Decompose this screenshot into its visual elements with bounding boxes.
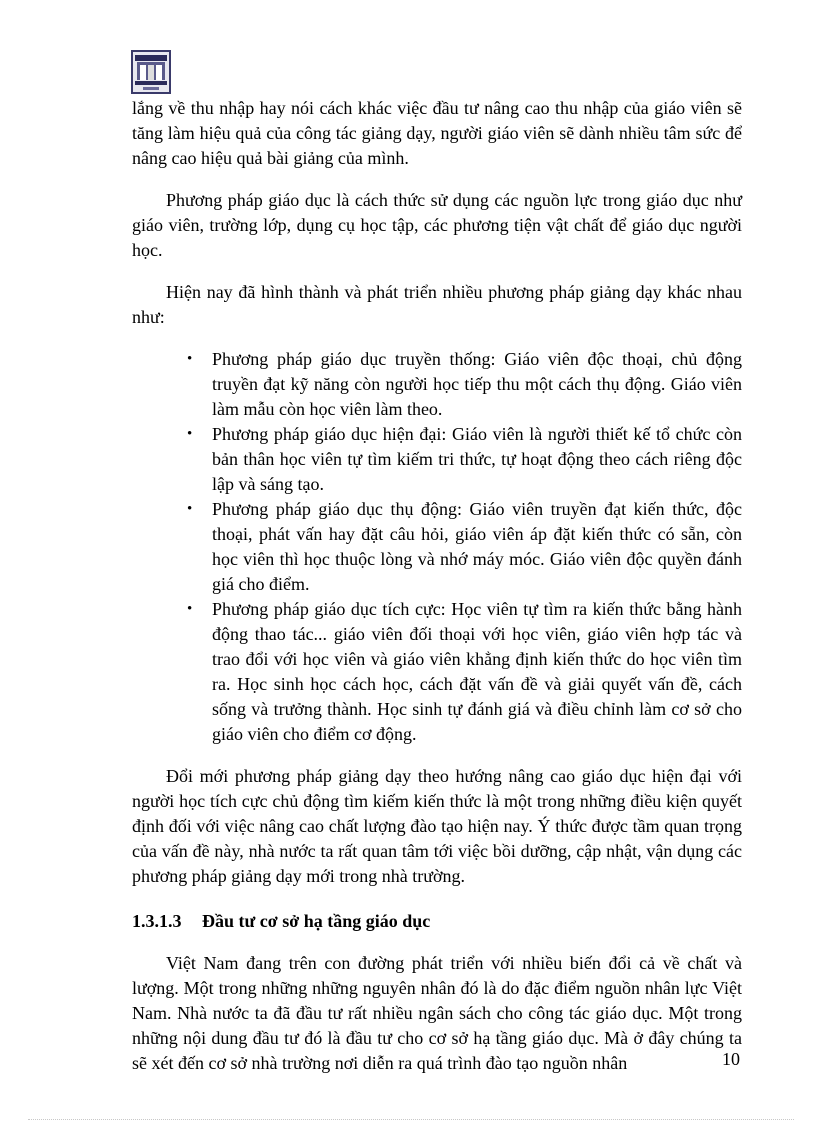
bullet-icon: • <box>187 601 193 617</box>
list-item: • Phương pháp giáo dục truyền thống: Giáo viên độc thoại, chủ động truyền đạt kỹ năng còn người học tiếp thu một cách thụ động. Giáo viên làm mẫu còn học viên làm theo. <box>187 349 742 419</box>
list-item: • Phương pháp giáo dục hiện đại: Giáo viên là người thiết kế tổ chức còn bản thân học viên tự tìm kiếm tri thức, tự hoạt động theo cách riêng độc lập và sáng tạo. <box>187 424 742 494</box>
paragraph-methods-intro: Hiện nay đã hình thành và phát triển nhiều phương pháp giảng dạy khác nhau như: <box>132 282 742 327</box>
section-title: Đầu tư cơ sở hạ tầng giáo dục <box>202 911 431 931</box>
bullet-icon: • <box>187 351 193 367</box>
page-bottom-divider <box>28 1119 794 1120</box>
paragraph-teaching-method-definition: Phương pháp giáo dục là cách thức sử dụng các nguồn lực trong giáo dục như giáo viên, trường lớp, dụng cụ học tập, các phương tiện vật chất để giáo dục người học. <box>132 190 742 260</box>
list-item: • Phương pháp giáo dục thụ động: Giáo viên truyền đạt kiến thức, độc thoại, phát vấn hay đặt câu hỏi, giáo viên áp đặt kiến thức có sẵn, còn học viên thì học thuộc lòng và nhớ máy móc. Giáo viên độc quyền đánh giá cho điểm. <box>187 499 742 594</box>
document-body <box>132 96 742 1076</box>
teaching-methods-list <box>132 347 742 747</box>
list-item: • Phương pháp giáo dục tích cực: Học viên tự tìm ra kiến thức bằng hành động thao tác... giáo viên đối thoại với học viên, giáo viên hợp tác và trao đổi với học viên và giáo viên khẳng định kiến thức do học viên tìm ra. Học sinh học cách học, cách đặt vấn đề và giải quyết vấn đề, cách sống và trưởng thành. Học sinh tự đánh giá và điều chỉnh làm cơ sở cho giáo viên cho điểm cơ động. <box>187 599 742 744</box>
bullet-icon: • <box>187 501 193 517</box>
section-number: 1.3.1.3 <box>132 911 182 931</box>
page-number: 10 <box>722 1049 740 1069</box>
bullet-icon: • <box>187 426 193 442</box>
section-heading <box>132 909 742 934</box>
paragraph-innovation: Đổi mới phương pháp giảng dạy theo hướng nâng cao giáo dục hiện đại với người học tích cực chủ động tìm kiếm kiến thức là một trong những điều kiện quyết định đối với việc nâng cao chất lượng đào tạo hiện nay. Ý thức được tầm quan trọng của vấn đề này, nhà nước ta rất quan tâm tới việc bồi dưỡng, cập nhật, vận dụng các phương pháp giảng dạy mới trong nhà trường. <box>132 766 742 886</box>
school-building-logo-icon <box>131 50 171 94</box>
paragraph-infrastructure: Việt Nam đang trên con đường phát triển với nhiều biến đổi cả về chất và lượng. Một trong những những nguyên nhân đó là do đặc điểm nguồn nhân lực Việt Nam. Nhà nước ta đã đầu tư rất nhiều ngân sách cho công tác giáo dục. Một trong những nội dung đầu tư đó là đầu tư cho cơ sở hạ tầng giáo dục. Mà ở đây chúng ta sẽ xét đến cơ sở nhà trường nơi diễn ra quá trình đào tạo nguồn nhân <box>132 953 742 1073</box>
paragraph-continuation: lắng về thu nhập hay nói cách khác việc đầu tư nâng cao thu nhập của giáo viên sẽ tăng làm hiệu quả của công tác giảng dạy, người giáo viên sẽ dành nhiều tâm sức để nâng cao hiệu quả bài giảng của mình. <box>132 98 742 168</box>
